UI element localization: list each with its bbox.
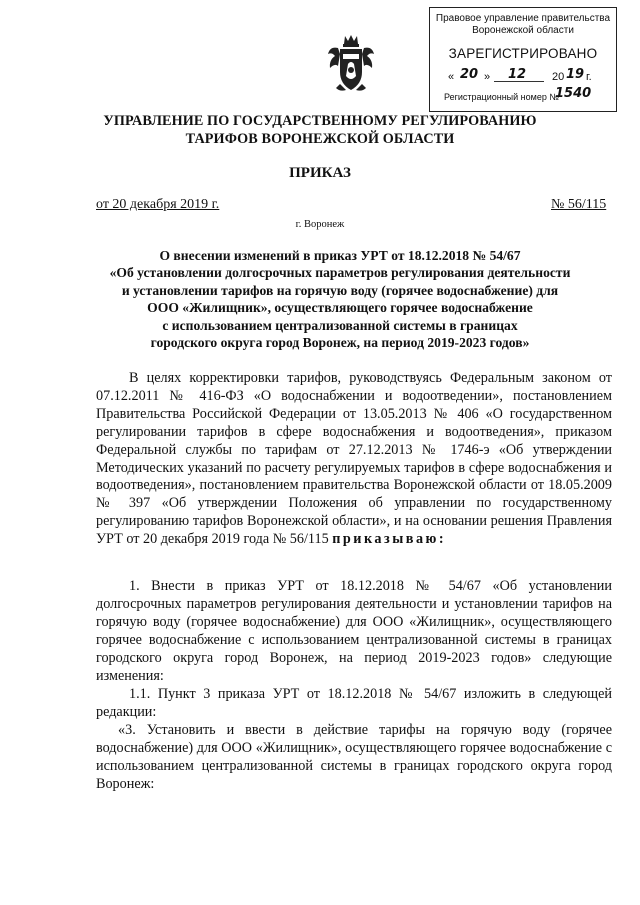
preamble-verb: приказываю: xyxy=(332,531,447,548)
coat-of-arms-emblem xyxy=(326,32,376,94)
subject-line: с использованием централизованной системы в границах xyxy=(162,317,518,333)
subject-line: О внесении изменений в приказ УРТ от 18.12.2018 № 54/67 xyxy=(159,248,521,263)
subject-line: ООО «Жилищник», осуществляющего горячее водоснабжение xyxy=(147,300,533,316)
agency-title-line2: ТАРИФОВ ВОРОНЕЖСКОЙ ОБЛАСТИ xyxy=(185,131,455,147)
item-1-text: 1. Внести в приказ УРТ от 18.12.2018 № 54/67 «Об установлении долгосрочных параметров регулирования деятельности и установлении тарифов на горячую воду (горячее водоснабжение) для ООО «Жилищник», осуществляющего горячее водоснабжение с использованием централизованной системы в границах городского округа город Воронеж, на период 2019-2023 годов» следующие изменения: xyxy=(96,578,612,684)
subject-line: «Об установлении долгосрочных параметров регулирования деятельности xyxy=(109,265,571,281)
preamble-text: В целях корректировки тарифов, руководствуясь Федеральным законом от 07.12.2011 № 416-ФЗ «О водоснабжении и водоотведении», постановлением Правительства Российской Федерации от 13.05.2013 № 406 «О государственном регулировании тарифов в сфере водоснабжения и водоотведения», приказом Федеральной службы по тарифам от 27.12.2013 № 1746-э «Об утверждении Методических указаний по расчету регулируемых тарифов в сфере водоснабжения и водоотведения», постановлением правительства Воронежской области от 18.05.2009 № 397 «Об утверждении Положения об управлении по государственному регулированию тарифов Воронежской области», и на основании решения Правления УРТ от 20 декабря 2019 года № 56/115 xyxy=(96,370,612,548)
document-type: ПРИКАЗ xyxy=(289,165,351,181)
stamp-org-line2: Воронежской области xyxy=(472,25,574,36)
order-date: от 20 декабря 2019 г. xyxy=(96,197,220,212)
item-3-paragraph xyxy=(96,722,612,794)
preamble-paragraph xyxy=(96,370,612,549)
stamp-org-line1: Правовое управление правительства xyxy=(435,13,611,24)
stamp-regnum-value: 1540 xyxy=(555,86,592,101)
agency-title-line1: УПРАВЛЕНИЕ ПО ГОСУДАРСТВЕННОМУ РЕГУЛИРОВАНИЮ xyxy=(103,113,537,129)
stamp-month: 12 xyxy=(508,67,527,82)
stamp-regnum-label: Регистрационный номер № xyxy=(444,92,560,102)
stamp-registered: ЗАРЕГИСТРИРОВАНО xyxy=(448,46,598,61)
subject-line: городского округа город Воронеж, на период 2019-2023 годов» xyxy=(150,335,530,351)
stamp-year-suffix: 19 xyxy=(566,67,585,82)
order-city: г. Воронеж xyxy=(295,219,345,230)
stamp-quote-open: « xyxy=(448,71,455,83)
item-3-text: «3. Установить и ввести в действие тарифы на горячую воду (горячее водоснабжение) для ООО «Жилищник», осуществляющего горячее водоснабжение с использованием централизованной системы в границах городского округа город Воронеж: xyxy=(96,722,612,792)
order-number: № 56/115 xyxy=(551,197,607,212)
stamp-year-unit: г. xyxy=(586,71,592,83)
stamp-day: 20 xyxy=(460,67,479,82)
item-1-paragraph xyxy=(96,578,612,685)
order-subject xyxy=(80,247,600,351)
item-1-1-text: 1.1. Пункт 3 приказа УРТ от 18.12.2018 № 54/67 изложить в следующей редакции: xyxy=(96,686,612,720)
stamp-year-prefix: 20 xyxy=(552,71,565,83)
item-1-1-paragraph xyxy=(96,686,612,722)
stamp-quote-close: » xyxy=(484,71,491,83)
subject-line: и установлении тарифов на горячую воду (горячее водоснабжение) для xyxy=(121,282,559,298)
stamp-org xyxy=(430,13,616,37)
registration-stamp xyxy=(429,7,617,112)
